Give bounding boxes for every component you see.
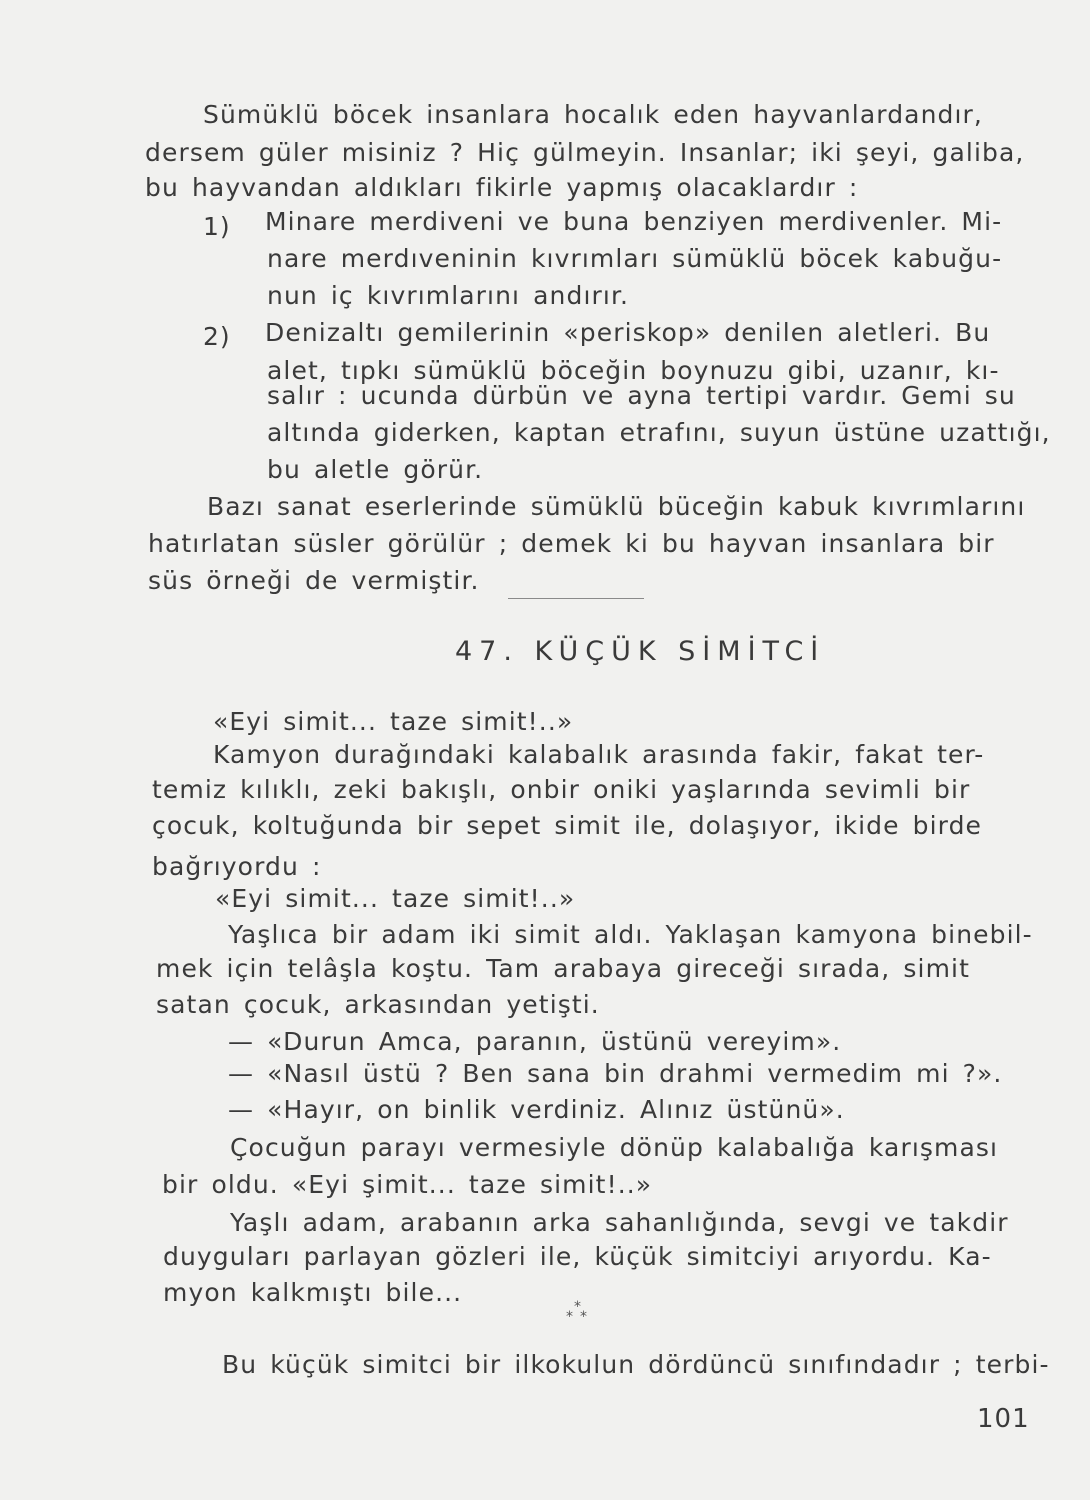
- story-line-12: — «Hayır, on binlik verdiniz. Alınız üstünü».: [228, 1095, 845, 1124]
- list-item-2-line-2: alet, tıpkı sümüklü böceğin boynuzu gibi, uzanır, kı-: [267, 356, 1000, 385]
- story-line-2: Kamyon durağındaki kalabalık arasında fakir, fakat ter-: [213, 740, 985, 769]
- chapter-title: 47. KÜÇÜK SİMİTCİ: [455, 636, 826, 667]
- intro-line-1: Sümüklü böcek insanlara hocalık eden hayvanlardandır,: [203, 100, 983, 129]
- story-line-14: bir oldu. «Eyi şimit... taze simit!..»: [162, 1170, 653, 1199]
- list-item-2-line-1: Denizaltı gemilerinin «periskop» denilen aletleri. Bu: [265, 318, 991, 347]
- last-line: Bu küçük simitci bir ilkokulun dördüncü sınıfındadır ; terbi-: [222, 1350, 1050, 1379]
- story-line-3: temiz kılıklı, zeki bakışlı, onbir oniki yaşlarında sevimli bir: [152, 775, 971, 804]
- story-line-17: myon kalkmıştı bile...: [163, 1278, 463, 1307]
- list-item-1-line-3: nun iç kıvrımlarını andırır.: [267, 281, 630, 310]
- closing-line-1: Bazı sanat eserlerinde sümüklü büceğin kabuk kıvrımlarını: [207, 492, 1026, 521]
- story-line-4: çocuk, koltuğunda bir sepet simit ile, dolaşıyor, ikide birde: [152, 811, 983, 840]
- list-item-2-line-4: altında giderken, kaptan etrafını, suyun üstüne uzattığı,: [267, 418, 1051, 447]
- list-item-2-number: 2): [203, 322, 231, 351]
- story-line-15: Yaşlı adam, arabanın arka sahanlığında, sevgi ve takdir: [230, 1208, 1009, 1237]
- story-line-9: satan çocuk, arkasından yetişti.: [156, 990, 600, 1019]
- page-number: 101: [977, 1404, 1030, 1434]
- list-item-1-number: 1): [203, 212, 231, 241]
- story-line-13: Çocuğun parayı vermesiyle dönüp kalabalığa karışması: [230, 1133, 999, 1162]
- separator-star: *: [574, 1299, 581, 1315]
- story-line-16: duyguları parlayan gözleri ile, küçük simitciyi arıyordu. Ka-: [163, 1242, 992, 1271]
- separator-star: *: [580, 1309, 587, 1325]
- intro-line-3: bu hayvandan aldıkları fikirle yapmış olacaklardır :: [145, 173, 859, 202]
- closing-line-2: hatırlatan süsler görülür ; demek ki bu hayvan insanlara bir: [148, 529, 995, 558]
- list-item-1-line-1: Minare merdiveni ve buna benziyen merdivenler. Mi-: [265, 207, 1003, 236]
- story-line-5: bağrıyordu :: [152, 852, 322, 881]
- list-item-2-line-3: salır : ucunda dürbün ve ayna tertipi vardır. Gemi su: [267, 381, 1016, 410]
- list-item-2-line-5: bu aletle görür.: [267, 455, 484, 484]
- story-line-11: — «Nasıl üstü ? Ben sana bin drahmi vermedim mi ?».: [228, 1059, 1003, 1088]
- story-line-10: — «Durun Amca, paranın, üstünü vereyim».: [228, 1027, 842, 1056]
- story-line-7: Yaşlıca bir adam iki simit aldı. Yaklaşan kamyona binebil-: [228, 920, 1033, 949]
- story-line-1: «Eyi simit... taze simit!..»: [213, 707, 574, 736]
- closing-line-3: süs örneği de vermiştir.: [148, 566, 480, 595]
- separator-star: *: [566, 1309, 573, 1325]
- section-divider: [508, 598, 644, 599]
- story-line-8: mek için telâşla koştu. Tam arabaya gireceği sırada, simit: [156, 954, 970, 983]
- intro-line-2: dersem güler misiniz ? Hiç gülmeyin. Insanlar; iki şeyi, galiba,: [145, 138, 1025, 167]
- story-line-6: «Eyi simit... taze simit!..»: [215, 884, 576, 913]
- list-item-1-line-2: nare merdıveninin kıvrımları sümüklü böcek kabuğu-: [267, 244, 1003, 273]
